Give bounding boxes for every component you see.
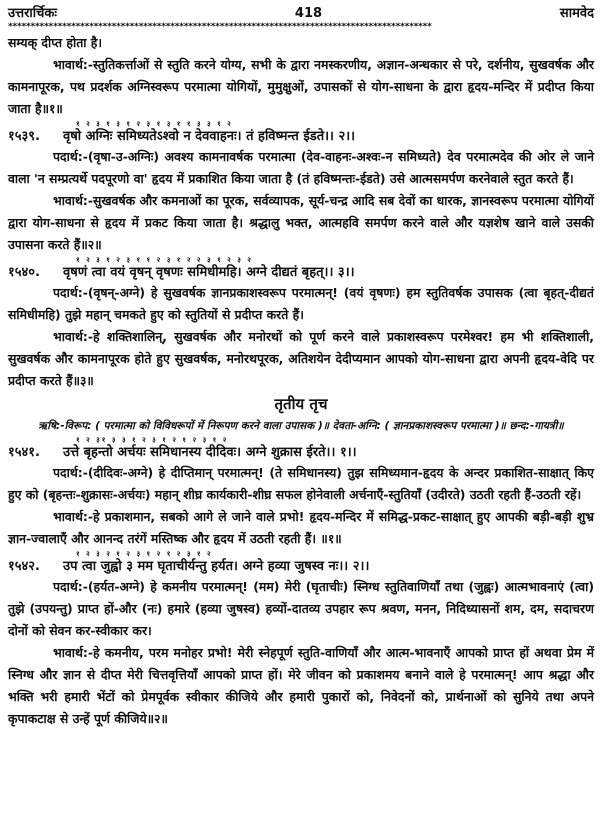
verse-text: वृषणं त्वा वयं वृषन् वृषणः समिधीमहि। अग्ने दीद्यतं बृहत्।। ३।।: [63, 265, 355, 280]
text: (दीदिवः-अग्ने) हे दीप्तिमान् परमात्मन्! (ते समिधानस्य) तुझ समिध्यमान-हृदय के अन्दर प्रकाशित-साक्षात् किए हुए को (बृहन्तः-शुक्रासः-अर्चयः) महान् शीघ्र कार्यकारी-शीघ्र सफल होनेवाली अर्चनाएँ-स्तुतियाँ (उदीरते) उठती रहती हैं-उठती रहें।: [8, 465, 594, 502]
header-right: सामवेद: [559, 6, 594, 21]
label: पदार्थ:-: [53, 285, 88, 300]
label: भावार्थ:-: [53, 193, 94, 208]
label: पदार्थ:-: [53, 465, 88, 480]
padarth-paragraph: [8, 462, 594, 506]
bhavarth-paragraph: [8, 190, 594, 256]
padarth-paragraph: [8, 576, 594, 642]
text: हे कमनीय, परम मनोहर प्रभो! मेरी स्नेहपूर्ण स्तुति-वाणियाँ और आत्म-भावनाएँ आपको प्राप्त हों अथवा प्रेम में स्निग्ध और ज्ञान से दीप्त मेरी चित्तवृत्तियाँ आपको प्राप्त हों। मेरे जीवन को प्रकाशमय बनाने वाले हे परमात्मन्! आप श्रद्धा और भक्ति भरी हमारी भेंटों को प्रेमपूर्वक स्वीकार कीजिये और हमारी पुकारों को, निवेदनों को, प्रार्थनाओं को सुनिये तथा अपने कृपाकटाक्ष से उन्हें पूर्ण कीजिये॥२॥: [8, 645, 594, 726]
page-number: 418: [294, 6, 323, 21]
bhavarth-paragraph: [8, 506, 594, 550]
verse-number: १५३९.: [8, 129, 40, 144]
verse-number: १५४१.: [8, 445, 40, 460]
swara-marks: १ २ ३१ ३ ३ १ २ ३ १ २ १ २ ३ १ २: [76, 436, 229, 444]
text: सुखवर्षक और कमनाओं का पूरक, सर्वव्यापक, सूर्य-चन्द्र आदि सब देवों का धारक, ज्ञानस्वरूप परमात्मा योगियों द्वारा योग-साधना से हृदय में प्रकट किया जाता है। श्रद्धालु भक्त, आत्महवि समर्पण करने वाले और यज्ञशेष खाने वाले उसकी उपासना करते हैं॥२॥: [8, 193, 594, 252]
verse-1542: [8, 558, 594, 576]
rishi-devata-chhand: ऋषि:-विरूप: ( परमात्मा को विविधरूपों में निरूपण करने वाला उपासक )॥ देवता-अग्नि: ( ज्ञानप्रकाशस्वरूप परमात्मा )॥ छन्द:-गायत्री॥: [38, 420, 564, 432]
padarth-paragraph: [8, 146, 594, 190]
text: (हर्यत-अग्ने) हे कमनीय परमात्मन्! (मम) मेरी (घृताचीः) स्निग्ध स्तुतिवाणियाँ तथा (जुह्वः) आत्मभावनाएं (त्वा) तुझे (उपयन्तु) प्राप्त हों-और (नः) हमारे (हव्या जुषस्व) हव्यों-दातव्य उपहार रूप श्रवण, मनन, निदिध्यासनों शम, दम, सदाचरण दोनों को सेवन कर-स्वीकार कर।: [8, 579, 594, 638]
label: भावार्थ:-: [53, 645, 94, 660]
label: पदार्थ:-: [53, 149, 88, 164]
bhavarth-paragraph: [8, 326, 594, 392]
label: भावार्थ:-: [53, 509, 94, 524]
label: पदार्थ:-: [53, 579, 88, 594]
label: भावार्थ:-: [53, 57, 94, 72]
verse-text: उप त्वा जुह्वो ३ मम घृताचीर्यन्तु हर्यत। अग्ने हव्या जुषस्व नः।। २।।: [63, 559, 370, 574]
text: (वृषन्-अग्ने) हे सुखवर्षक ज्ञानप्रकाशस्वरूप परमात्मन्! (वयं वृषणः) हम स्तुतिवर्षक उपासक (त्वा बृहत्-दीद्यतं समिधीमहि) तुझे महान् चमकते हुए को स्तुतियों से प्रदीप्त करते हैं।: [8, 285, 594, 322]
swara-marks: १ २ ३ १ ३ १ २ ३ १ ३ १ १ ३ ३ १ २: [76, 120, 233, 128]
running-header: [8, 6, 594, 22]
text: (वृषा-उ-अग्निः) अवश्य कामनावर्षक परमात्मा (देव-वाहनः-अश्वः-न समिध्यते) देव परमात्मदेव की ओर ले जाने वाला 'न सम्प्रत्यर्थे पदपूरणो वा' हृदय में प्रकाशित किया जाता है (तं हविष्मन्तः-ईडते) उसे आत्मसमर्पण करनेवाले स्तुत करते हैं।: [8, 149, 594, 186]
header-left: उत्तरार्चिकः: [8, 6, 58, 21]
intro-text: सम्यक् दीप्त होता है।: [8, 35, 103, 50]
verse-1540: [8, 264, 594, 282]
verse-1541: [8, 444, 594, 462]
verse-number: १५४२.: [8, 559, 40, 574]
verse-text: वृषो अग्निः समिध्यतेऽश्वो न देववाहनः। तं हविष्मन्त ईडते।। २।।: [63, 129, 356, 144]
verse-number: १५४०.: [8, 265, 40, 280]
text: हे प्रकाशमान, सबको आगे ले जाने वाले प्रभो! हृदय-मन्दिर में समिद्ध-प्रकट-साक्षात् हुए आपकी बड़ी-बड़ी शुभ्र ज्ञान-ज्वालाएँ और आनन्द तरंगें मस्तिष्क और हृदय में उठती रहती हैं। ॥१॥: [8, 509, 594, 546]
text: हे शक्तिशालिन्, सुखवर्षक और मनोरथों को पूर्ण करने वाले प्रकाशस्वरूप परमेश्वर! हम भी शक्तिशाली, सुखवर्षक और कामनापूरक होते हुए सुखवर्षक, मनोरथपूरक, अतिशयेन देदीप्यमान आपको योग-साधना द्वारा अपनी हृदय-वेदि पर प्रदीप्त करते हैं॥३॥: [8, 329, 594, 388]
bhavarth-paragraph: [8, 642, 594, 730]
verse-text: उत्ते बृहन्तो अर्चयः समिधानस्य दीदिवः। अग्ने शुक्रास ईरते।। १।।: [63, 445, 357, 460]
label: भावार्थ:-: [53, 329, 94, 344]
swara-marks: १ २ ३ २ १ २ ३ १ २ १ २ ३ १ २: [76, 550, 213, 558]
swara-marks: १ २ ३ १ २ ३ १ १ २ ३ १ २ २ ३ १ २ ३ २: [76, 256, 253, 264]
header-divider: **********************************************************************************************: [8, 22, 432, 32]
bhavarth-paragraph: [8, 54, 594, 120]
section-title: तृतीय तृच: [274, 395, 328, 413]
padarth-paragraph: [8, 282, 594, 326]
verse-1539: [8, 128, 594, 146]
text: स्तुतिकर्त्ताओं से स्तुति करने योग्य, सभी के द्वारा नमस्करणीय, अज्ञान-अन्धकार से परे, दर्शनीय, सुखवर्षक और कामनापूरक, पथ प्रदर्शक अग्निस्वरूप परमात्मा योगियों, मुमुक्षुओं, उपासकों से योग-साधना के द्वारा हृदय-मन्दिर में प्रदीप्त किया जाता है॥१॥: [8, 57, 594, 116]
